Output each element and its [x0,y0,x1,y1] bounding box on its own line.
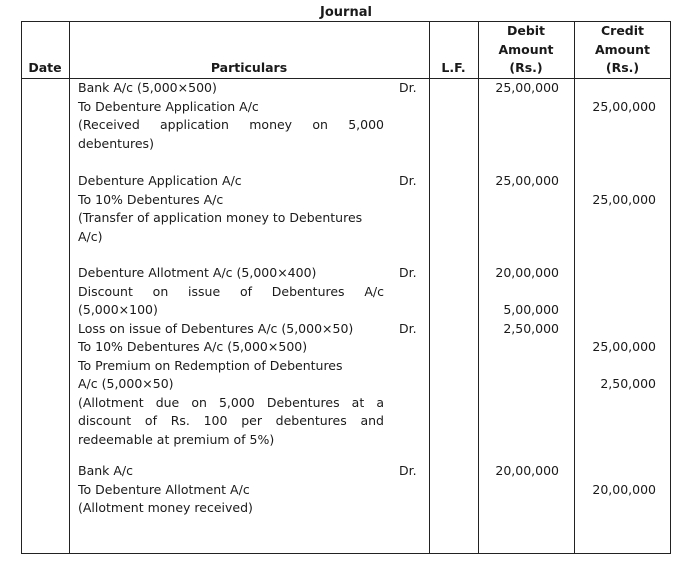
particulars-line: Debenture Application A/c [78,173,242,188]
header-debit-line-1: Debit [506,23,546,38]
particulars-line: To Debenture Application A/c [78,98,259,114]
particulars-line: debentures) [78,135,154,151]
debit-amount: 20,00,000 [495,463,559,478]
dr-marker: Dr. [399,463,417,478]
debit-amount: 5,00,000 [503,302,559,317]
header-particulars: Particulars [210,60,288,75]
particulars-line: (Allotment money received) [78,500,253,515]
particulars-line: redeemable at premium of 5%) [78,431,275,447]
particulars-line: A/c (5,000×50) [78,376,174,391]
particulars-line: Bank A/c (5,000×500) [78,80,217,95]
header-credit [574,22,671,78]
credit-amount: 2,50,000 [600,376,656,391]
header-debit-line-3: (Rs.) [509,60,543,75]
debit-amount: 20,00,000 [495,265,559,280]
dr-marker: Dr. [399,173,417,188]
particulars-column-divider [429,21,430,554]
debit-amount: 25,00,000 [495,173,559,188]
debit-amount: 25,00,000 [495,80,559,95]
header-credit-line-3: (Rs.) [605,60,640,75]
credit-amount: 25,00,000 [592,339,656,354]
dr-marker: Dr. [399,80,417,95]
particulars-line: (Allotment due on 5,000 Debentures at a [78,394,384,410]
header-date: Date [28,60,62,75]
header-lf: L.F. [441,60,466,75]
credit-amount: 20,00,000 [592,481,656,497]
particulars-line: (5,000×100) [78,302,158,317]
particulars-line: (Received application money on 5,000 [78,117,384,132]
particulars-line: Discount on issue of Debentures A/c [78,283,384,299]
particulars-line: To 10% Debentures A/c [78,191,224,207]
particulars-line: Bank A/c [78,463,134,478]
credit-amount: 25,00,000 [592,191,656,207]
date-column-divider [69,21,70,554]
particulars-line: discount of Rs. 100 per debentures and [78,413,384,428]
dr-marker: Dr. [399,320,417,336]
header-credit-line-2: Amount [594,41,651,57]
header-debit-line-2: Amount [498,41,554,57]
header-debit [478,22,574,78]
particulars-line: Debenture Allotment A/c (5,000×400) [78,265,317,280]
particulars-line: Loss on issue of Debentures A/c (5,000×50) [78,320,354,336]
credit-amount: 25,00,000 [592,98,656,114]
particulars-line: To 10% Debentures A/c (5,000×500) [78,339,308,354]
debit-amount: 2,50,000 [503,320,559,336]
particulars-line: To Debenture Allotment A/c [78,481,250,497]
journal-title: Journal [320,5,372,20]
dr-marker: Dr. [399,265,417,280]
particulars-line: A/c) [78,228,103,244]
header-credit-line-1: Credit [600,23,645,38]
particulars-line: (Transfer of application money to Debentures [78,210,363,225]
particulars-line: To Premium on Redemption of Debentures [78,357,343,373]
